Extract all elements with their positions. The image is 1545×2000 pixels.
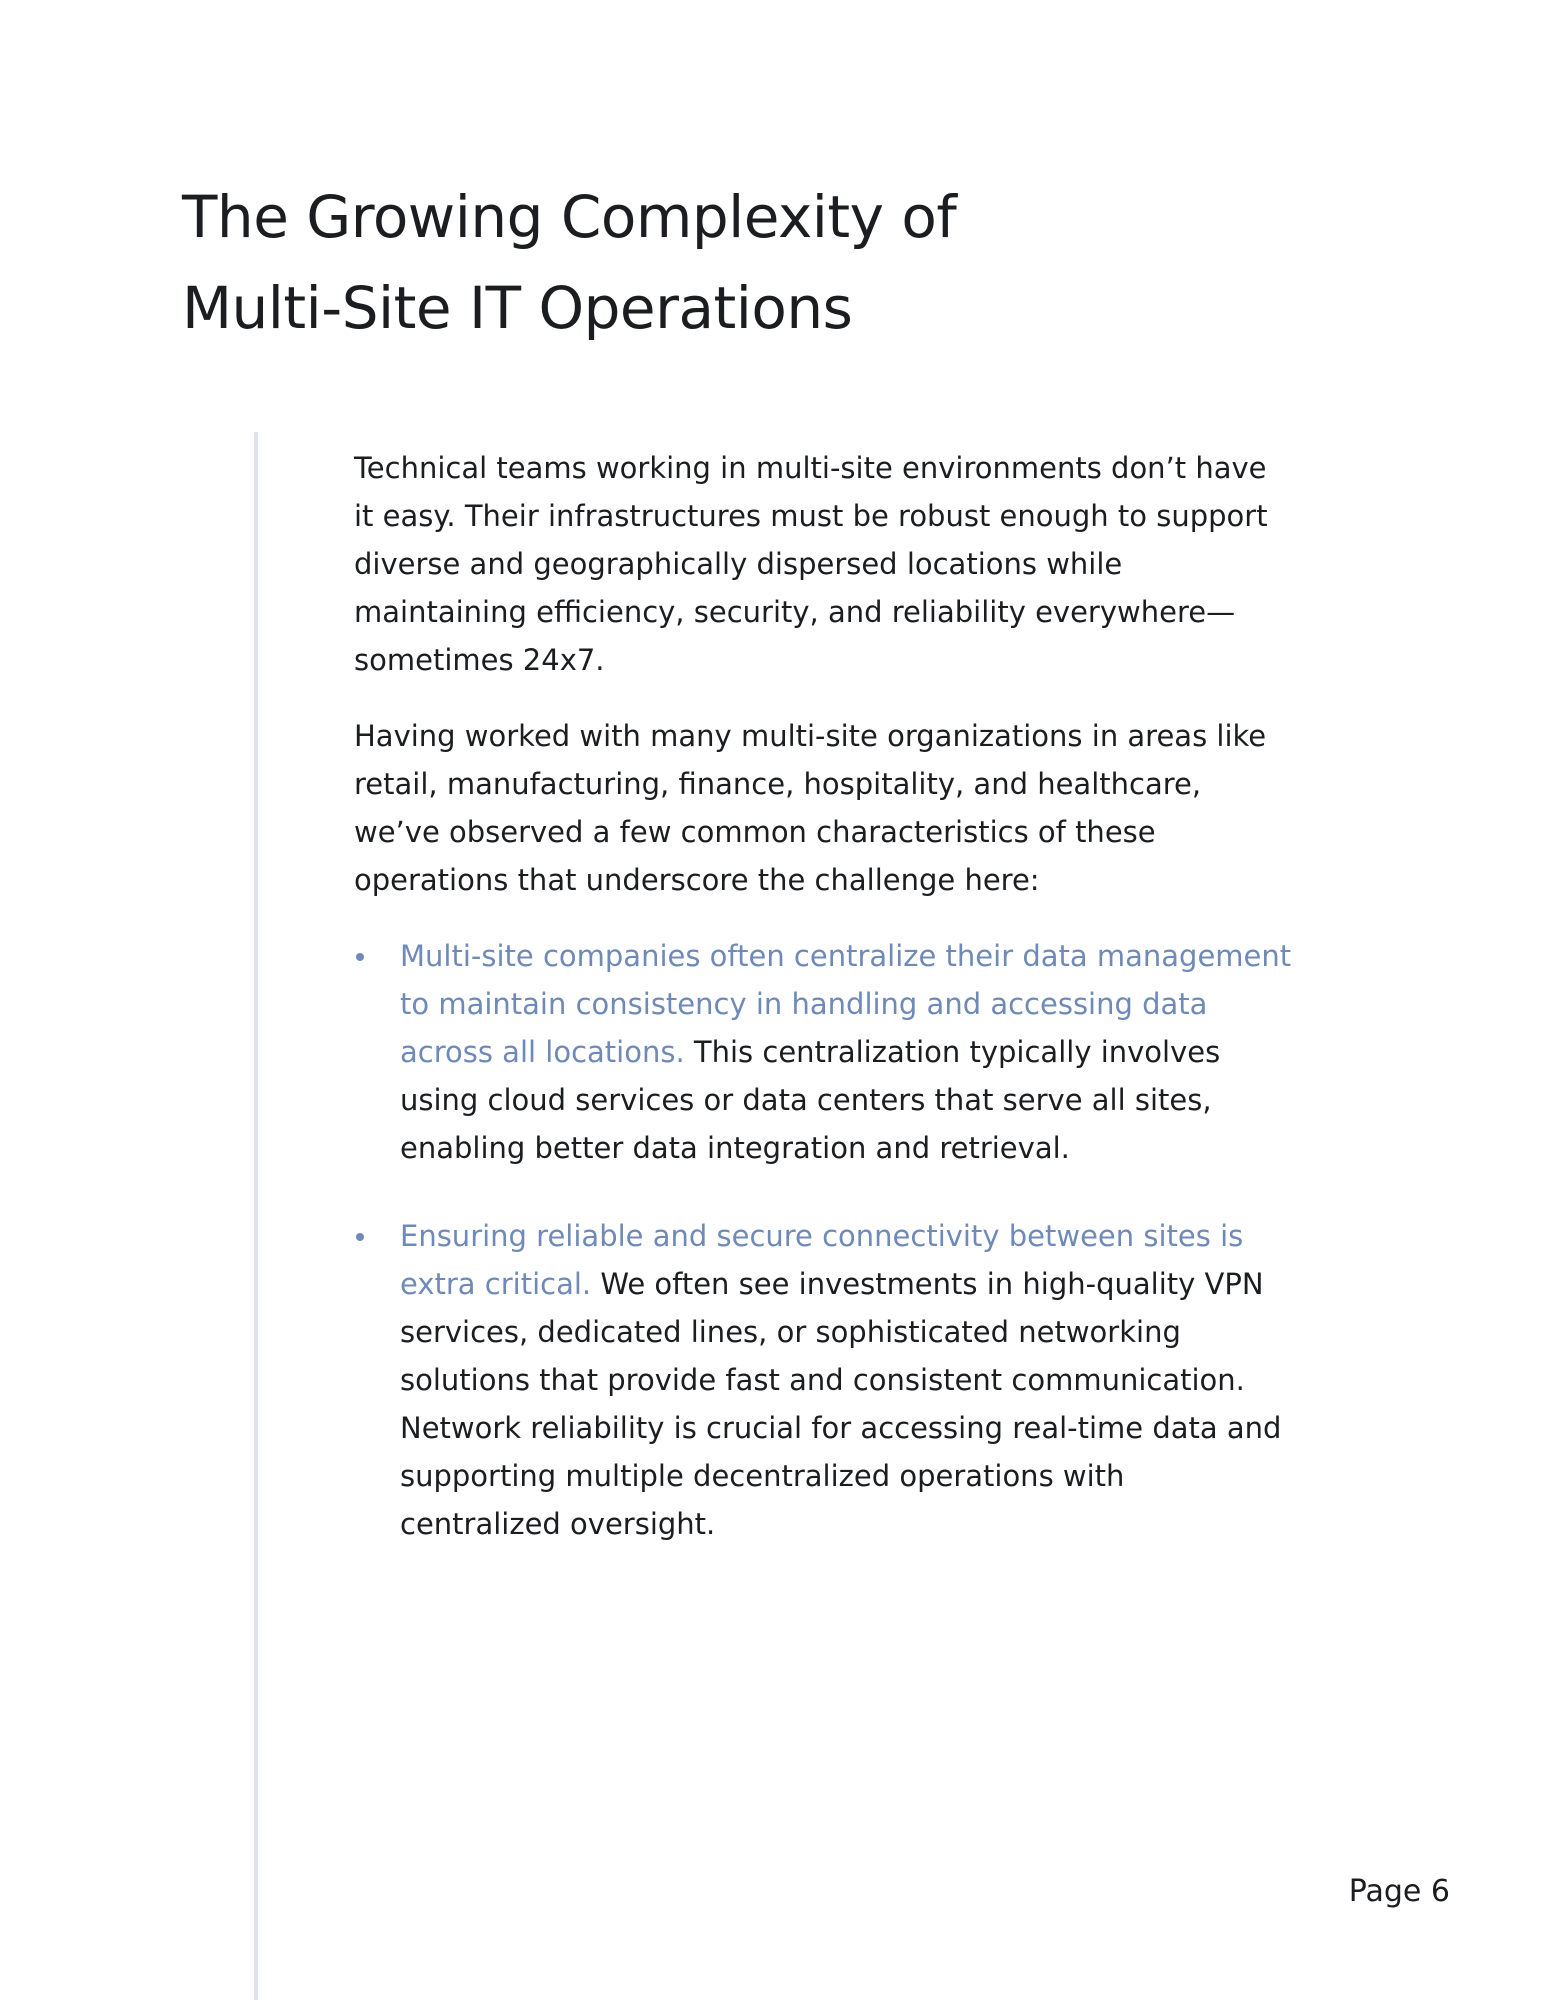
page-title-line-1: The Growing Complexity of — [182, 183, 957, 251]
list-item — [354, 1212, 1294, 1548]
body-content — [354, 444, 1294, 1588]
characteristics-list — [354, 932, 1294, 1548]
vertical-rule — [254, 432, 258, 2000]
list-item-lead: Multi-site companies often centralize their data management to maintain consistency in handling and accessing data across all locations. — [400, 939, 1292, 1069]
context-paragraph: Having worked with many multi-site organizations in areas like retail, manufacturing, finance, hospitality, and healthcare, we’ve observed a few common characteristics of these operations that underscore the challenge here: — [354, 719, 1267, 897]
intro-paragraph: Technical teams working in multi-site environments don’t have it easy. Their infrastructures must be robust enough to support diverse and geographically dispersed locations while maintaining efficiency, security, and reliability everywhere—sometimes 24x7. — [354, 451, 1268, 677]
list-item-lead: Ensuring reliable and secure connectivity between sites is extra critical. — [400, 1219, 1244, 1301]
page-title-line-2: Multi-Site IT Operations — [182, 274, 853, 342]
page-title — [182, 172, 1182, 354]
bullet-dot-icon — [356, 1233, 364, 1241]
bullet-dot-icon — [356, 953, 364, 961]
list-item-body: We often see investments in high-quality VPN services, dedicated lines, or sophisticated networking solutions that provide fast and consistent communication. Network reliability is crucial for accessing real-time data and supporting multiple decentralized operations with centralized oversight. — [400, 1267, 1282, 1541]
list-item-body: This centralization typically involves using cloud services or data centers that serve all sites, enabling better data integration and retrieval. — [400, 1035, 1221, 1165]
list-item — [354, 932, 1294, 1172]
page-number: Page 6 — [1348, 1874, 1450, 1909]
